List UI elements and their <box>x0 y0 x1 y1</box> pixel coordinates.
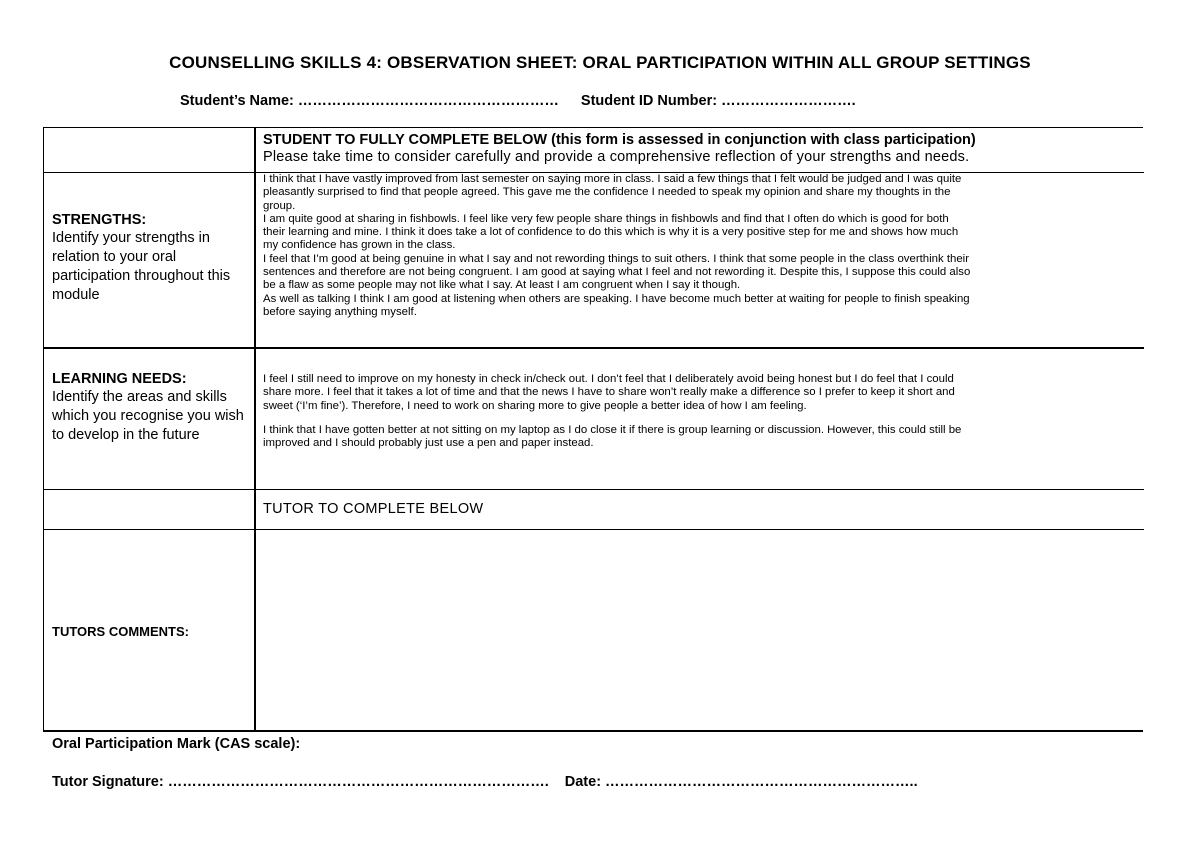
student-section-heading: STUDENT TO FULLY COMPLETE BELOW (this form is assessed in conjunction with class participation) <box>263 132 976 148</box>
empty-label-cell <box>44 128 253 172</box>
tutor-signature-line <box>52 774 918 790</box>
strengths-response[interactable] <box>256 173 1144 319</box>
strengths-line: before saying anything myself. <box>263 305 417 318</box>
strengths-line: their learning and mine. I think it does take a lot of confidence to do this which is why it is a very positive step for me and shows how much <box>263 226 959 239</box>
tutor-signature-field[interactable]: Tutor Signature: ……………………………………………………………………. <box>52 774 549 790</box>
strengths-description: Identify your strengths in relation to your oral participation throughout this module <box>52 230 231 303</box>
learning-needs-line: sweet (‘I’m fine’). Therefore, I need to work on sharing more to give people a better idea of how I am feeling. <box>263 399 807 412</box>
learning-needs-line: I feel I still need to improve on my honesty in check in/check out. I don’t feel that I deliberately avoid being honest but I do feel that I could <box>263 373 954 385</box>
oral-participation-mark-label: Oral Participation Mark (CAS scale): <box>52 736 301 752</box>
strengths-line: I think that I have vastly improved from last semester on saying more in class. I said a few things that I felt would be judged and I was quite <box>263 173 962 185</box>
tutor-header-cell <box>256 501 1144 517</box>
student-name-field[interactable]: Student’s Name: ……………………………………………… <box>180 93 559 109</box>
student-info-line <box>180 93 856 109</box>
strengths-line: group. <box>263 199 296 212</box>
learning-needs-line: share more. I feel that it takes a lot of time and that the news I have to share won’t really make a difference so I prefer to keep it short and <box>263 386 955 399</box>
tutor-comments-row <box>44 529 1144 732</box>
learning-needs-line: improved and I should probably just use a pen and paper instead. <box>263 437 594 450</box>
strengths-line: sentences and therefore are not being congruent. I am good at saying what I feel and not rewording it. Despite this, I suppose this could also <box>263 266 971 279</box>
strengths-row <box>44 172 1144 348</box>
learning-needs-label: LEARNING NEEDS: <box>52 371 187 387</box>
strengths-line: my confidence has grown in the class. <box>263 239 456 252</box>
tutor-section-heading: TUTOR TO COMPLETE BELOW <box>263 501 484 517</box>
tutor-comments-label-cell <box>44 624 253 639</box>
student-id-field[interactable]: Student ID Number: ………………………. <box>580 93 856 109</box>
strengths-line: I am quite good at sharing in fishbowls. I feel like very few people share things in fishbowls and find that I often do which is good for both <box>263 212 949 225</box>
tutor-comments-label: TUTORS COMMENTS: <box>52 624 189 639</box>
page-title: COUNSELLING SKILLS 4: OBSERVATION SHEET: ORAL PARTICIPATION WITHIN ALL GROUP SETTINGS <box>169 53 1031 72</box>
strengths-label-cell <box>44 211 253 305</box>
tutor-header-row <box>44 489 1144 530</box>
student-section-instruction: Please take time to consider carefully and provide a comprehensive reflection of your strengths and needs. <box>263 149 970 165</box>
strengths-line: As well as talking I think I am good at listening when others are speaking. I have become much better at waiting for people to finish speaking <box>263 292 970 305</box>
strengths-line: be a flaw as some people may not like what I say. At least I am congruent when I say it though. <box>263 279 741 292</box>
learning-needs-description: Identify the areas and skills which you recognise you wish to develop in the future <box>52 389 244 443</box>
date-field[interactable]: Date: ……………………………………………………….. <box>564 774 918 790</box>
observation-table <box>43 127 1143 732</box>
strengths-label: STRENGTHS: <box>52 212 147 228</box>
strengths-line: I feel that I’m good at being genuine in what I say and not rewording things to suit others. I think that some people in the class overthink their <box>263 252 970 265</box>
learning-needs-response[interactable] <box>256 373 1144 450</box>
strengths-line: pleasantly surprised to find that people agreed. This gave me the confidence I needed to speak my opinion and share my thoughts in the <box>263 186 951 199</box>
tutor-comments-area[interactable] <box>256 530 1144 730</box>
student-header-cell <box>256 132 1144 166</box>
learning-needs-line: I think that I have gotten better at not sitting on my laptop as I do close it if there is group learning or discussion. However, this could still be <box>263 423 962 436</box>
learning-needs-label-cell <box>44 370 253 445</box>
learning-needs-row <box>44 347 1144 491</box>
student-header-row <box>44 128 1144 172</box>
